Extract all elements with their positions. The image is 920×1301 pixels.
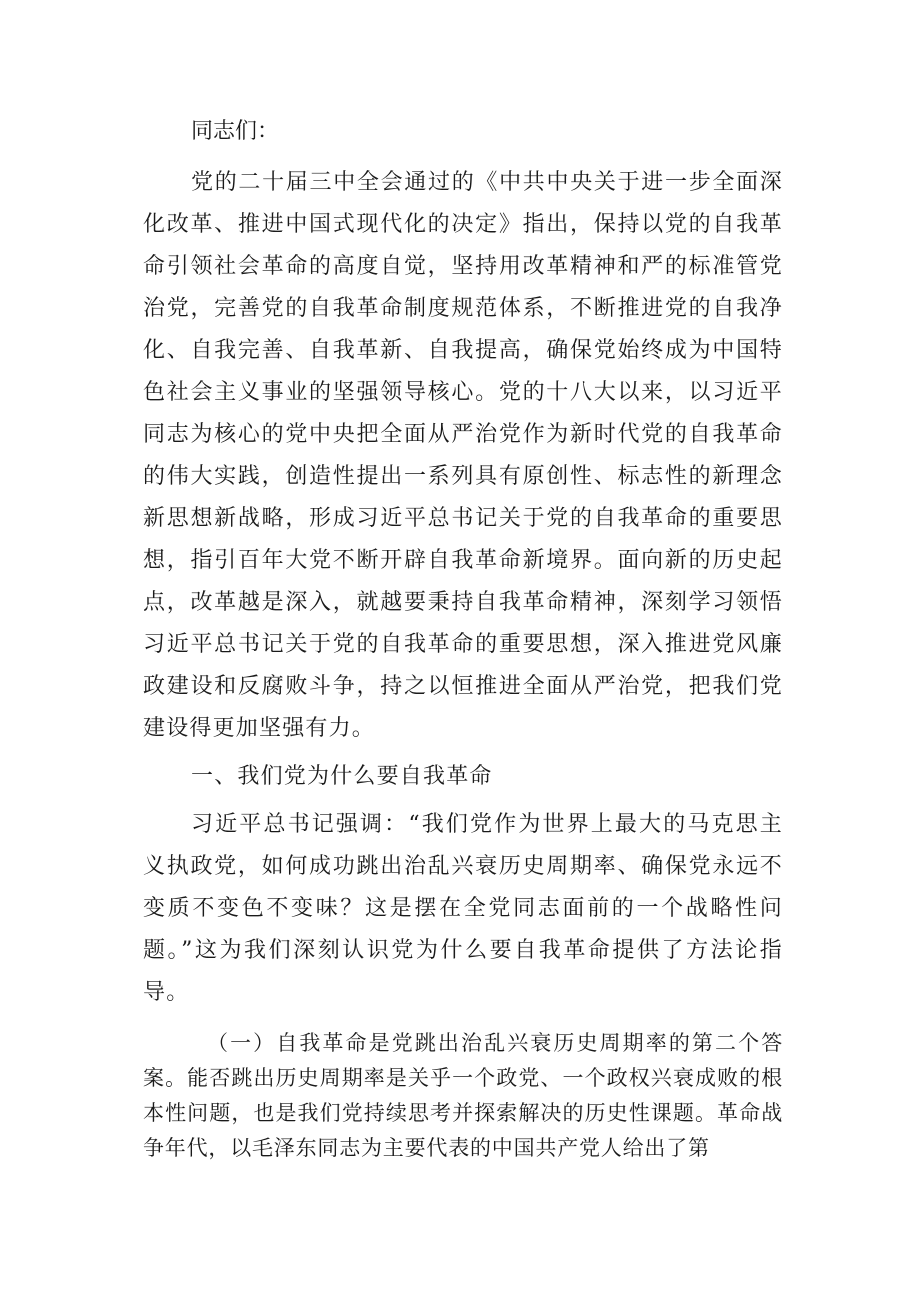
paragraph-subsection-1: （一）自我革命是党跳出治乱兴衰历史周期率的第二个答案。能否跳出历史周期率是关乎一个政党、一个政权兴衰成败的根本性问题，也是我们党持续思考并探索解决的历史性课题。革命战争年代，以毛泽东同志为主要代表的中国共产党人给出了第: [143, 1031, 783, 1160]
paragraph-quote: 习近平总书记强调：“我们党作为世界上最大的马克思主义执政党，如何成功跳出治乱兴衰历史周期率、确保党永远不变质不变色不变味？这是摆在全党同志面前的一个战略性问题。”这为我们深刻认识党为什么要自我革命提供了方法论指导。: [143, 812, 783, 1005]
section-heading: 一、我们党为什么要自我革命: [191, 764, 493, 789]
salutation: 同志们：: [191, 119, 280, 144]
document-page: [143, 112, 783, 1166]
paragraph-intro: 党的二十届三中全会通过的《中共中央关于进一步全面深化改革、推进中国式现代化的决定》指出，保持以党的自我革命引领社会革命的高度自觉，坚持用改革精神和严的标准管党治党，完善党的自我革命制度规范体系，不断推进党的自我净化、自我完善、自我革新、自我提高，确保党始终成为中国特色社会主义事业的坚强领导核心。党的十八大以来，以习近平同志为核心的党中央把全面从严治党作为新时代党的自我革命的伟大实践，创造性提出一系列具有原创性、标志性的新理念新思想新战略，形成习近平总书记关于党的自我革命的重要思想，指引百年大党不断开辟自我革命新境界。面向新的历史起点，改革越是深入，就越要秉持自我革命精神，深刻学习领悟习近平总书记关于党的自我革命的重要思想，深入推进党风廉政建设和反腐败斗争，持之以恒推进全面从严治党，把我们党建设得更加坚强有力。: [143, 170, 783, 741]
